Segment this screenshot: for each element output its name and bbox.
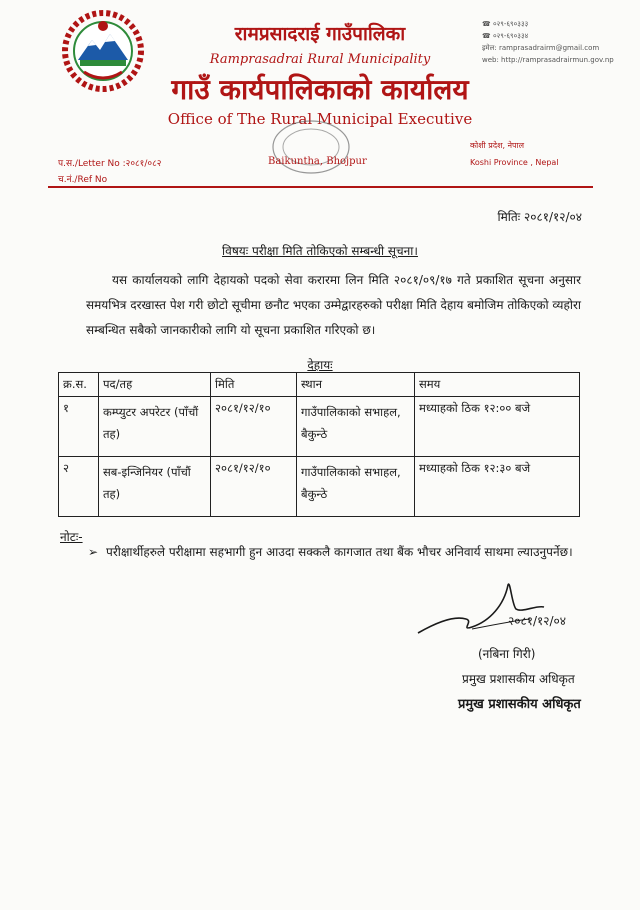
signature-date: २०८१/१२/०४ <box>508 614 567 628</box>
website: web: http://ramprasadrairmun.gov.np <box>482 56 614 64</box>
province-np: कोशी प्रदेश, नेपाल <box>470 141 525 150</box>
signature-icon <box>412 575 577 645</box>
cell-date: २०८१/१२/१० <box>211 457 297 517</box>
municipality-name-np: रामप्रसादराई गाउँपालिका <box>234 23 406 45</box>
office-name-np: गाउँ कार्यपालिकाको कार्यालय <box>171 73 469 106</box>
cell-date: २०८१/१२/१० <box>211 397 297 457</box>
header-time: समय <box>415 373 580 397</box>
header-divider <box>48 186 593 188</box>
exam-schedule-table <box>58 372 580 517</box>
header-post: पद/तह <box>99 373 211 397</box>
office-stamp-icon <box>270 118 352 176</box>
signatory-title: प्रमुख प्रशासकीय अधिकृत <box>462 672 575 686</box>
letter-number <box>58 156 161 169</box>
cell-venue: गाउँपालिकाको सभाहल, बैकुन्ठे <box>297 397 415 457</box>
notice-body: यस कार्यालयको लागि देहायको पदको सेवा करारमा लिन मिति २०८१/०९/१७ गते प्रकाशित सूचना अनुसार समयभित्र दरखास्त पेश गरी छोटो सूचीमा छनौट भएका उम्मेद्वारहरुको परीक्षा मिति देहाय बमोजिम तोकिएको व्यहोरा सम्बन्धित सबैको जानकारीको लागि यो सूचना प्रकाशित गरिएको छ। <box>86 273 581 337</box>
notice-subject: विषयः परीक्षा मिति तोकिएको सम्बन्धी सूचना। <box>222 244 418 258</box>
email: इमेल: ramprasadrairm@gmail.com <box>482 44 600 52</box>
letter-date: मितिः २०८१/१२/०४ <box>497 210 582 224</box>
table-row <box>59 457 580 517</box>
cell-sn: २ <box>59 457 99 517</box>
header-venue: स्थान <box>297 373 415 397</box>
office-name-en: Office of The Rural Municipal Executive <box>167 110 473 128</box>
province-en: Koshi Province , Nepal <box>470 158 559 167</box>
schedule-heading: देहायः <box>307 358 333 372</box>
letter-no-value: २०८१/०८२ <box>125 159 162 169</box>
office-location: Baikuntha, Bhojpur <box>268 156 367 167</box>
note-heading: नोटः- <box>60 530 83 544</box>
signatory-name: (नबिना गिरी) <box>478 647 536 661</box>
table-row <box>59 397 580 457</box>
cell-venue: गाउँपालिकाको सभाहल, बैकुन्ठे <box>297 457 415 517</box>
phone-1: ☎ ०२९-६९०३३३ <box>482 20 529 28</box>
note-body: परीक्षार्थीहरुले परीक्षामा सहभागी हुन आउदा सक्कलै कागजात तथा बैंक भौचर अनिवार्य साथमा ल्याउनुपर्नेछ। <box>106 545 573 559</box>
cell-post: सब-इन्जिनियर (पाँचौं तह) <box>99 457 211 517</box>
arrow-bullet-icon: ➢ <box>88 545 99 559</box>
note-text <box>86 540 581 565</box>
contact-block <box>482 18 614 66</box>
cell-post: कम्प्युटर अपरेटर (पाँचौं तह) <box>99 397 211 457</box>
cell-time: मध्याहको ठिक १२:०० बजे <box>415 397 580 457</box>
table-header-row <box>59 373 580 397</box>
cell-time: मध्याहको ठिक १२:३० बजे <box>415 457 580 517</box>
phone-2: ☎ ०२९-६९०३३४ <box>482 32 529 40</box>
header-date: मिति <box>211 373 297 397</box>
municipality-name-en: Ramprasadrai Rural Municipality <box>209 52 431 67</box>
cell-sn: १ <box>59 397 99 457</box>
signatory-title-stamp: प्रमुख प्रशासकीय अधिकृत <box>458 697 581 712</box>
letter-no-label: प.स./Letter No : <box>58 159 126 169</box>
header-sn: क्र.स. <box>59 373 99 397</box>
ref-number-label: च.नं./Ref No <box>58 175 108 185</box>
